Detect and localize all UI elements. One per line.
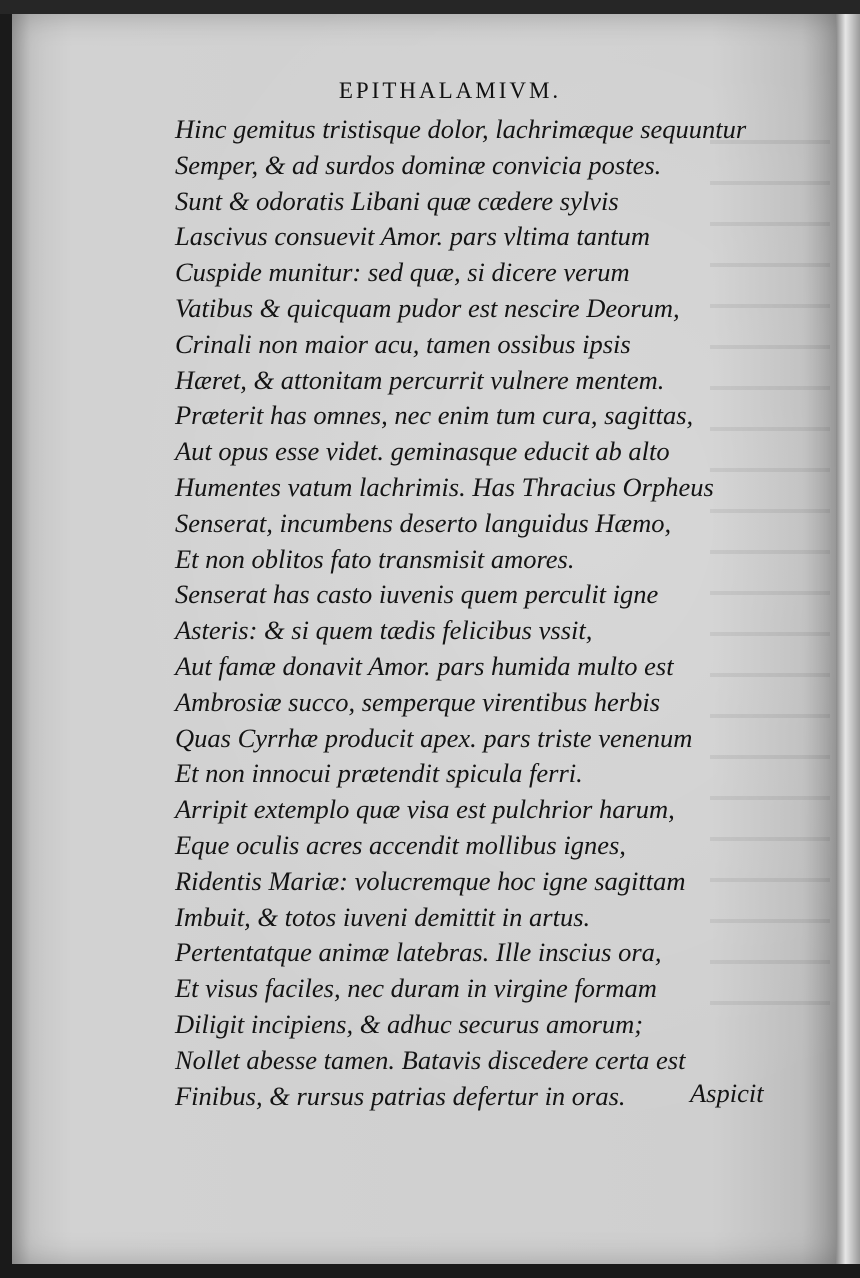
verse-line: Quas Cyrrhæ producit apex. pars triste venenum [175,722,693,753]
verse-line: Asteris: & si quem tædis felicibus vssit, [175,615,593,646]
verse-line: Vatibus & quicquam pudor est nescire Deorum, [175,292,680,323]
verse-line: Imbuit, & totos iuveni demittit in artus. [175,901,591,932]
verse-line: Aut opus esse videt. geminasque educit ab alto [175,436,670,467]
verse-line: Nollet abesse tamen. Batavis discedere certa est [175,1044,686,1075]
verse-line: Et non innocui prætendit spicula ferri. [175,758,583,789]
verse-line: Cuspide munitur: sed quæ, si dicere verum [175,257,630,288]
verse-line: Præterit has omnes, nec enim tum cura, sagittas, [175,400,694,431]
catchword: Aspicit [690,1078,764,1108]
page-fore-edge [836,14,860,1264]
verse-line: Diligit incipiens, & adhuc securus amorum; [175,1008,644,1039]
verse-line: Hinc gemitus tristisque dolor, lachrimæque sequuntur [175,114,747,144]
verse-line: Arripit extemplo quæ visa est pulchrior harum, [175,794,675,825]
verse-line: Crinali non maior acu, tamen ossibus ipsis [175,328,631,359]
verse-line: Ridentis Mariæ: volucremque hoc igne sagittam [175,865,686,896]
verse-line: Et visus faciles, nec duram in virgine formam [175,973,657,1004]
verse-line: Eque oculis acres accendit mollibus ignes, [175,829,626,860]
verse-line: Semper, & ad surdos dominæ convicia postes. [175,149,662,180]
verse-line: Pertentatque animæ latebras. Ille inscius ora, [175,937,662,968]
verse-line: Lascivus consuevit Amor. pars vltima tantum [175,221,651,252]
running-head: EPITHALAMIVM. [338,78,562,103]
verse-text [175,112,815,1114]
scan-background [0,0,860,14]
verse-line: Et non oblitos fato transmisit amores. [175,543,575,574]
verse-line: Aut famæ donavit Amor. pars humida multo est [175,650,674,681]
verse-line: Humentes vatum lachrimis. Has Thracius Orpheus [175,471,714,502]
verse-line: Ambrosiæ succo, semperque virentibus herbis [175,686,661,717]
verse-line: Hæret, & attonitam percurrit vulnere mentem. [175,364,665,395]
verse-line: Sunt & odoratis Libani quæ cædere sylvis [175,185,619,216]
verse-line: Senserat, incumbens deserto languidus Hæmo, [175,507,672,538]
verse-line: Senserat has casto iuvenis quem perculit igne [175,579,659,610]
verse-line: Finibus, & rursus patrias defertur in oras. [175,1080,626,1111]
